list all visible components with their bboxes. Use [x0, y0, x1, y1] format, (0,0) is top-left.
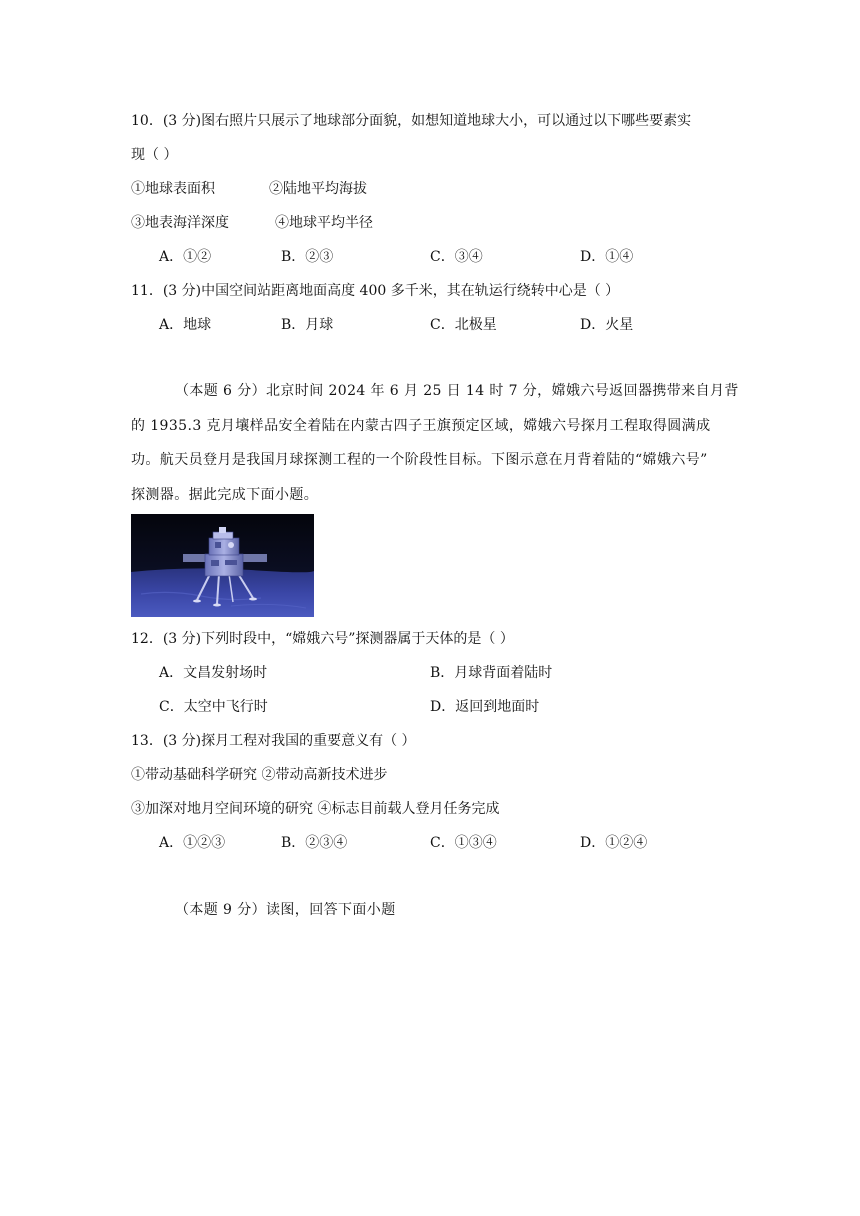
q11-option-a: A．地球	[159, 317, 212, 333]
passage1-line2: 的 1935.3 克月壤样品安全着陆在内蒙古四子王旗预定区域，嫦娥六号探月工程取得圆满成	[131, 418, 711, 434]
q13-option-b: B．②③④	[281, 835, 348, 851]
q11-option-b: B．月球	[281, 317, 334, 333]
q10-option-b: B．②③	[281, 249, 334, 265]
passage1-line4: 探测器。据此完成下面小题。	[131, 487, 319, 503]
q12-option-a: A．文昌发射场时	[159, 665, 268, 681]
passage2-line1: （本题 9 分）读图，回答下面小题	[175, 902, 396, 918]
passage1-line1: （本题 6 分）北京时间 2024 年 6 月 25 日 14 时 7 分，嫦娥六号返回器携带来自月背	[175, 383, 739, 399]
q10-option-a: A．①②	[159, 249, 212, 265]
q10-item-3: ③地表海洋深度	[131, 215, 229, 231]
q10-stem-line1: 10．(3 分)图右照片只展示了地球部分面貌，如想知道地球大小，可以通过以下哪些要素实	[131, 113, 692, 129]
q13-item-line1: ①带动基础科学研究 ②带动高新技术进步	[131, 767, 388, 783]
q11-stem: 11．(3 分)中国空间站距离地面高度 400 多千米，其在轨运行绕转中心是（ ）	[131, 283, 620, 299]
q12-option-b: B．月球背面着陆时	[430, 665, 553, 681]
passage1-line3: 功。航天员登月是我国月球探测工程的一个阶段性目标。下图示意在月背着陆的“嫦娥六号”	[131, 452, 708, 468]
q13-option-a: A．①②③	[159, 835, 226, 851]
q12-option-c: C．太空中飞行时	[159, 699, 268, 715]
q13-option-d: D．①②④	[580, 835, 648, 851]
q12-option-d: D．返回到地面时	[430, 699, 540, 715]
q10-item-2: ②陆地平均海拔	[269, 181, 367, 197]
lunar-lander-photo	[131, 514, 314, 617]
q10-item-4: ④地球平均半径	[275, 215, 373, 231]
q10-option-d: D．①④	[580, 249, 634, 265]
q13-item-line2: ③加深对地月空间环境的研究 ④标志目前载人登月任务完成	[131, 801, 500, 817]
q10-option-c: C．③④	[430, 249, 483, 265]
q11-option-d: D．火星	[580, 317, 634, 333]
q10-stem-line2: 现（ ）	[131, 147, 178, 163]
q13-option-c: C．①③④	[430, 835, 497, 851]
q12-stem: 12．(3 分)下列时段中，“嫦娥六号”探测器属于天体的是（ ）	[131, 631, 514, 647]
q13-stem: 13．(3 分)探月工程对我国的重要意义有（ ）	[131, 733, 416, 749]
q10-item-1: ①地球表面积	[131, 181, 215, 197]
q11-option-c: C．北极星	[430, 317, 497, 333]
